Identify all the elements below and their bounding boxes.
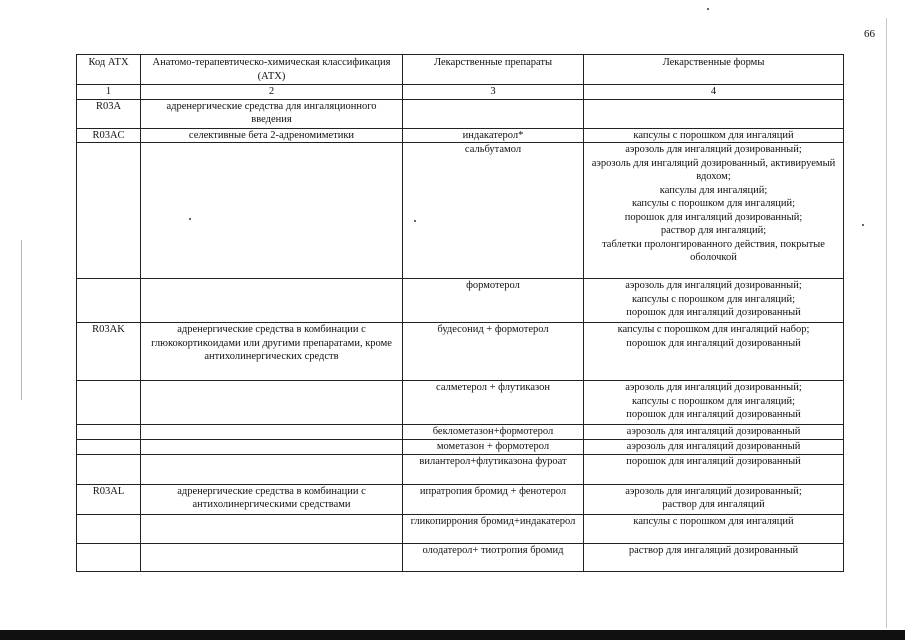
scan-speck <box>707 8 709 10</box>
table-row <box>77 128 844 143</box>
cell-atc-code <box>77 439 141 454</box>
header-classification: Анатомо-терапевтическо-химическая классификация (АТХ) <box>141 55 403 85</box>
cell-atc-code: R03AK <box>77 323 141 381</box>
atx-table <box>76 54 844 572</box>
table-row <box>77 323 844 381</box>
cell-dosage-form: аэрозоль для ингаляций дозированный <box>584 425 844 440</box>
header-drugs: Лекарственные препараты <box>403 55 584 85</box>
cell-atc-code <box>77 454 141 484</box>
cell-atc-code: R03AC <box>77 128 141 143</box>
cell-classification <box>141 143 403 279</box>
cell-dosage-form: капсулы с порошком для ингаляций <box>584 128 844 143</box>
cell-dosage-form: аэрозоль для ингаляций дозированный; раствор для ингаляций <box>584 484 844 514</box>
cell-classification <box>141 514 403 543</box>
header-atc-code: Код АТХ <box>77 55 141 85</box>
scan-speck <box>862 224 864 226</box>
cell-drug: мометазон + формотерол <box>403 439 584 454</box>
cell-drug: сальбутамол <box>403 143 584 279</box>
cell-classification: адренергические средства в комбинации с антихолинергическими средствами <box>141 484 403 514</box>
table-row <box>77 143 844 279</box>
cell-dosage-form <box>584 99 844 128</box>
table-row <box>77 484 844 514</box>
scan-edge-bottom <box>0 630 905 640</box>
cell-drug: салметерол + флутиказон <box>403 381 584 425</box>
cell-drug: индакатерол* <box>403 128 584 143</box>
cell-atc-code <box>77 381 141 425</box>
header-dosage-forms: Лекарственные формы <box>584 55 844 85</box>
cell-classification <box>141 454 403 484</box>
cell-atc-code <box>77 543 141 571</box>
cell-dosage-form: аэрозоль для ингаляций дозированный; капсулы с порошком для ингаляций; порошок для ингаляций дозированный <box>584 381 844 425</box>
cell-dosage-form: раствор для ингаляций дозированный <box>584 543 844 571</box>
table-row <box>77 425 844 440</box>
cell-atc-code <box>77 425 141 440</box>
header-row <box>77 55 844 85</box>
table-row <box>77 454 844 484</box>
column-number: 2 <box>141 85 403 100</box>
table-row <box>77 543 844 571</box>
cell-dosage-form: аэрозоль для ингаляций дозированный <box>584 439 844 454</box>
cell-drug <box>403 99 584 128</box>
table-row <box>77 381 844 425</box>
cell-classification <box>141 425 403 440</box>
cell-classification <box>141 279 403 323</box>
cell-dosage-form: порошок для ингаляций дозированный <box>584 454 844 484</box>
scan-edge-right <box>886 18 887 628</box>
cell-drug: вилантерол+флутиказона фуроат <box>403 454 584 484</box>
cell-classification: адренергические средства для ингаляционного введения <box>141 99 403 128</box>
table-row <box>77 514 844 543</box>
cell-classification <box>141 439 403 454</box>
column-number: 1 <box>77 85 141 100</box>
table-row <box>77 439 844 454</box>
cell-classification <box>141 381 403 425</box>
table-row <box>77 279 844 323</box>
cell-dosage-form: капсулы с порошком для ингаляций набор; порошок для ингаляций дозированный <box>584 323 844 381</box>
cell-atc-code: R03AL <box>77 484 141 514</box>
cell-drug: гликопиррония бромид+индакатерол <box>403 514 584 543</box>
cell-atc-code <box>77 143 141 279</box>
cell-classification: селективные бета 2-адреномиметики <box>141 128 403 143</box>
cell-atc-code <box>77 514 141 543</box>
cell-drug: будесонид + формотерол <box>403 323 584 381</box>
table-body <box>77 99 844 571</box>
cell-dosage-form: аэрозоль для ингаляций дозированный; аэрозоль для ингаляций дозированный, активируемый вдохом; капсулы для ингаляций; капсулы с порошком для ингаляций; порошок для ингаляций дозированный; раствор для ингаляций; таблетки пролонгированного действия, покрытые оболочкой <box>584 143 844 279</box>
cell-drug: беклометазон+формотерол <box>403 425 584 440</box>
cell-drug: формотерол <box>403 279 584 323</box>
column-number: 4 <box>584 85 844 100</box>
cell-classification <box>141 543 403 571</box>
cell-drug: ипратропия бромид + фенотерол <box>403 484 584 514</box>
cell-atc-code <box>77 279 141 323</box>
column-number-row <box>77 85 844 100</box>
cell-atc-code: R03A <box>77 99 141 128</box>
cell-classification: адренергические средства в комбинации с глюкокортикоидами или другими препаратами, кроме антихолинергических средств <box>141 323 403 381</box>
column-number: 3 <box>403 85 584 100</box>
cell-dosage-form: капсулы с порошком для ингаляций <box>584 514 844 543</box>
table-row <box>77 99 844 128</box>
cell-dosage-form: аэрозоль для ингаляций дозированный; капсулы с порошком для ингаляций; порошок для ингаляций дозированный <box>584 279 844 323</box>
scan-edge-left <box>21 240 22 400</box>
page-number: 66 <box>864 28 875 40</box>
cell-drug: олодатерол+ тиотропия бромид <box>403 543 584 571</box>
